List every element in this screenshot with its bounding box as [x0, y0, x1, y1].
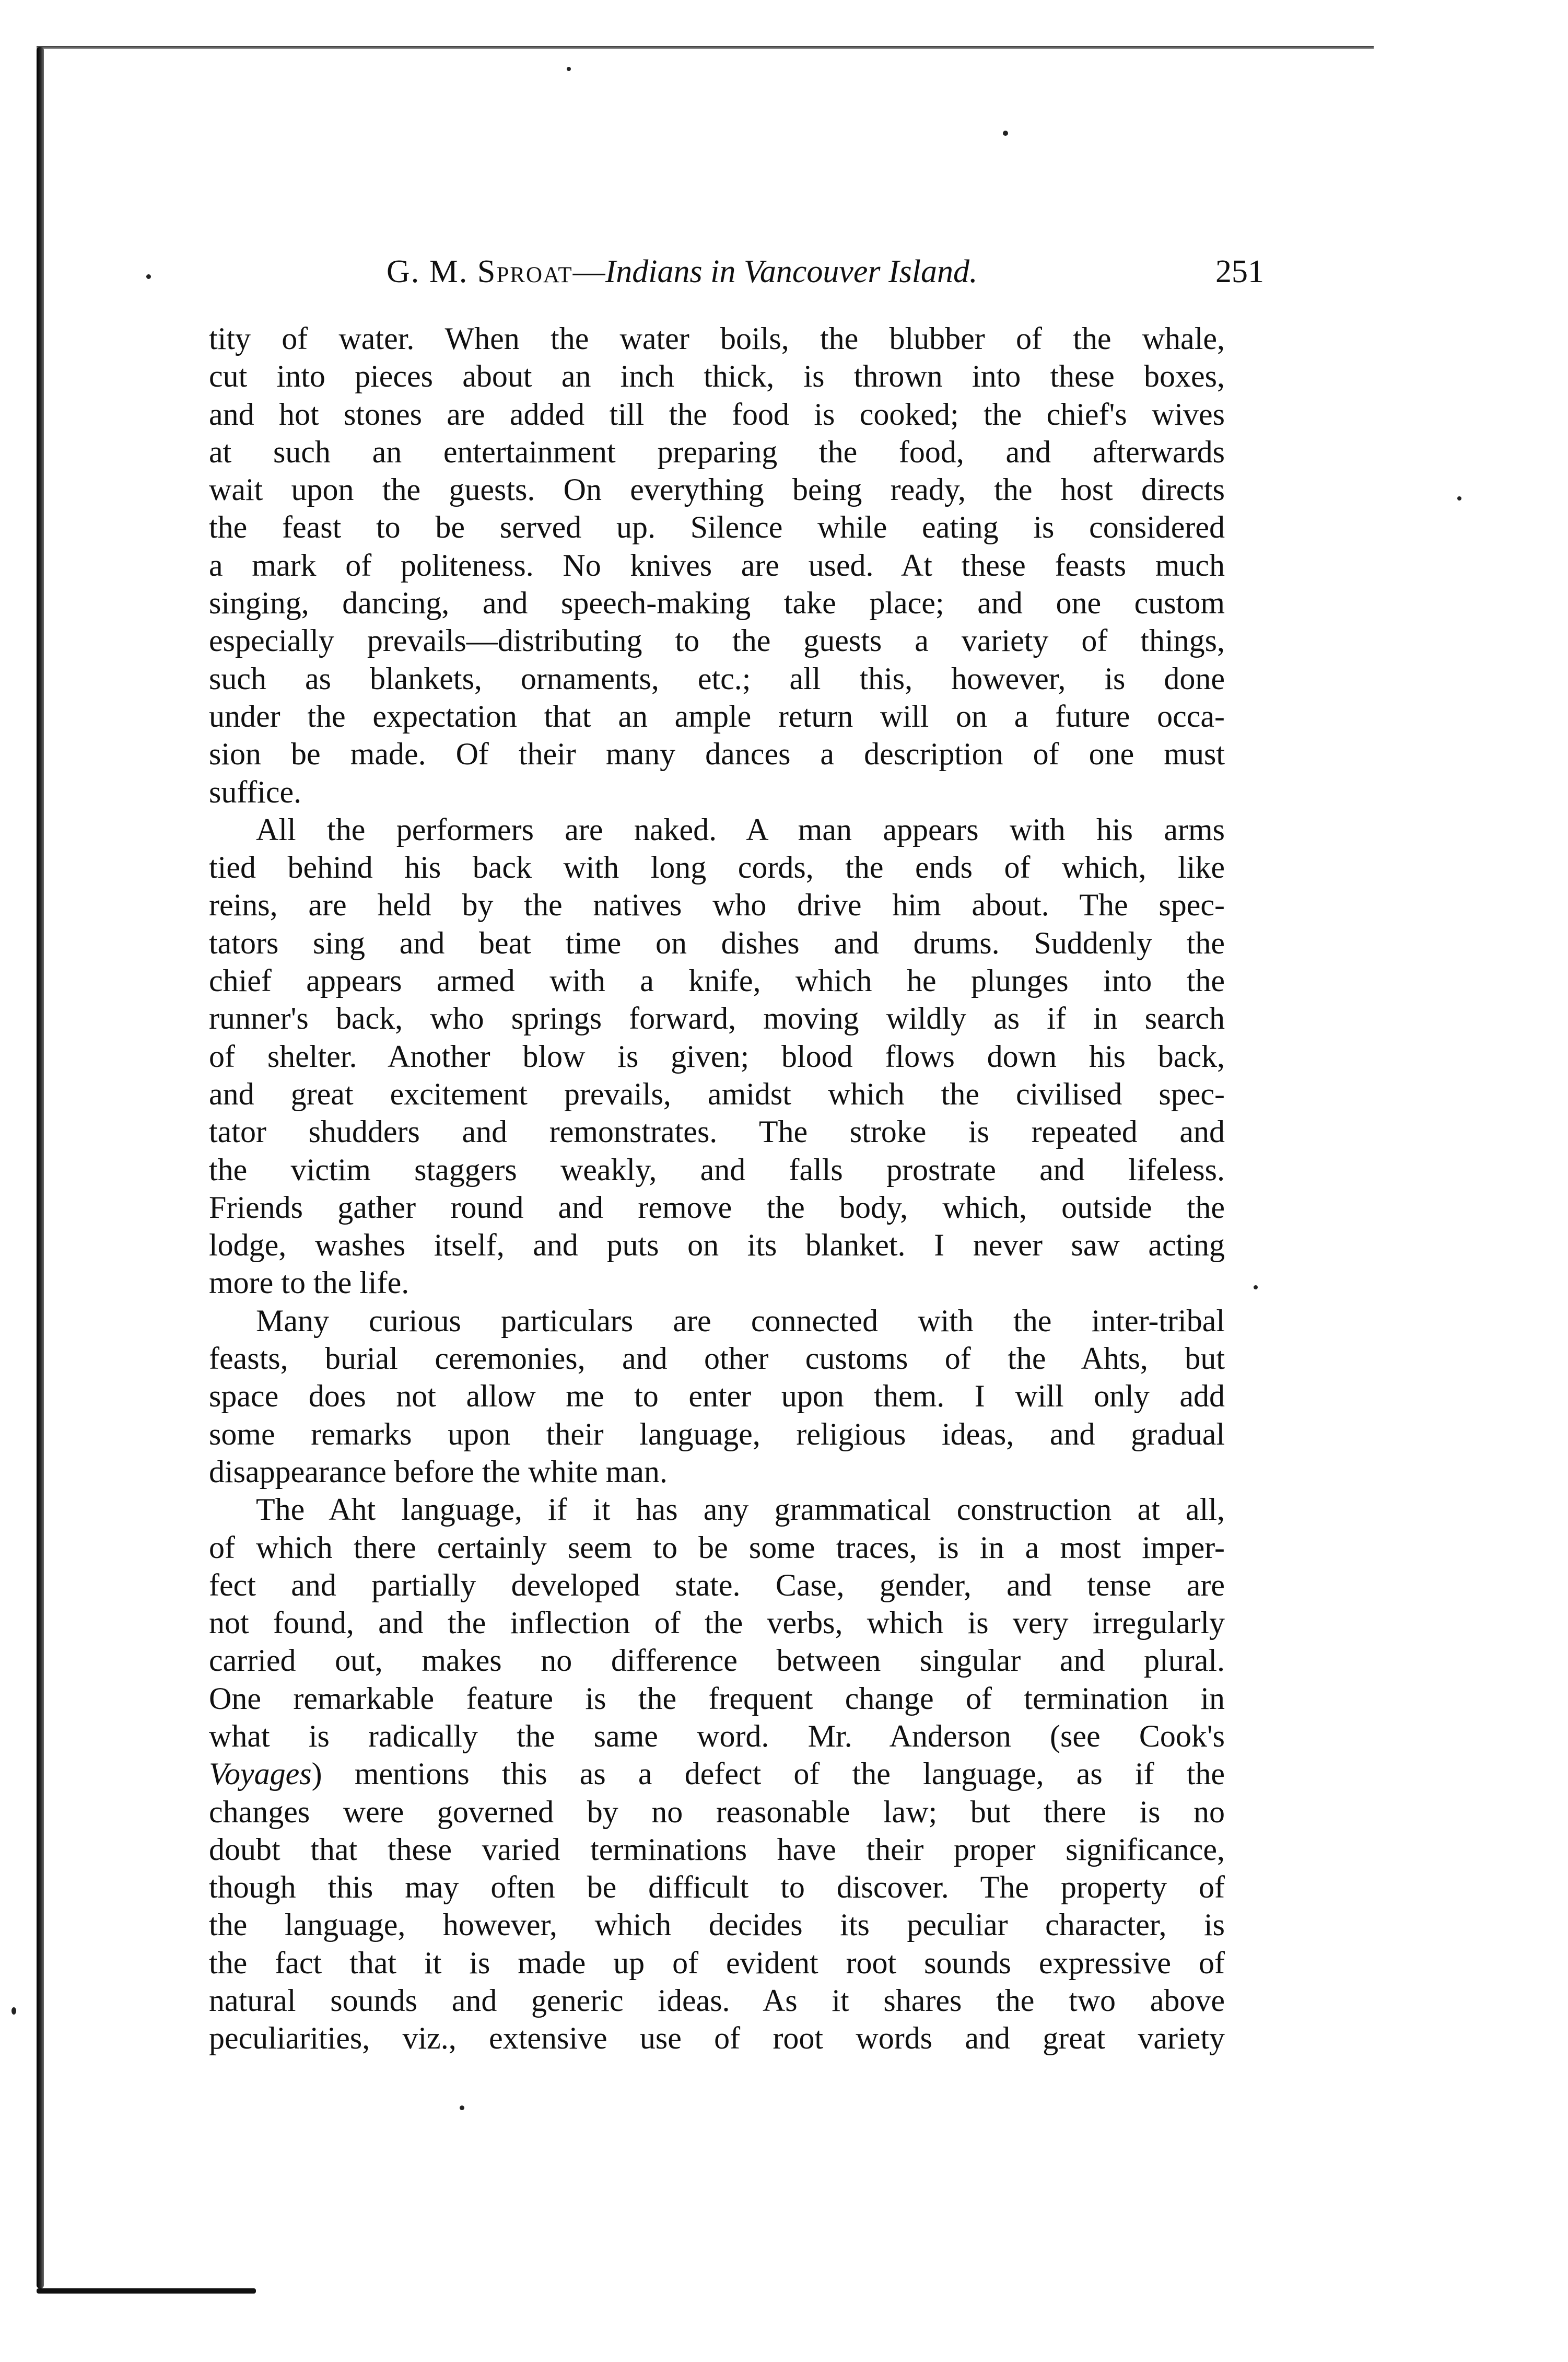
ink-speck — [1457, 496, 1461, 501]
text-line: and great excitement prevails, amidst which the civilised spec- — [209, 1076, 1225, 1111]
text-line: though this may often be difficult to discover. The property of — [209, 1870, 1225, 1905]
paragraph-start: Many curious particulars are connected with the inter-tribal — [256, 1303, 1225, 1338]
body-text — [209, 320, 1225, 2057]
text-line: runner's back, who springs forward, moving wildly as if in search — [209, 1001, 1225, 1036]
text-line: tied behind his back with long cords, the ends of which, like — [209, 850, 1225, 885]
text-line: cut into pieces about an inch thick, is thrown into these boxes, — [209, 359, 1225, 394]
text-line: space does not allow me to enter upon them. I will only add — [209, 1379, 1225, 1414]
text-line: under the expectation that an ample return will on a future occa- — [209, 699, 1225, 734]
text-line: suffice. — [209, 774, 302, 809]
text-line: tator shudders and remonstrates. The stroke is repeated and — [209, 1114, 1225, 1149]
text-line: fect and partially developed state. Case, gender, and tense are — [209, 1567, 1225, 1602]
text-line: natural sounds and generic ideas. As it shares the two above — [209, 1983, 1225, 2018]
text-line: reins, are held by the natives who drive him about. The spec- — [209, 888, 1225, 923]
text-line: at such an entertainment preparing the food, and afterwards — [209, 434, 1225, 469]
ink-speck — [1003, 131, 1008, 136]
text-line: doubt that these varied terminations have their proper significance, — [209, 1832, 1225, 1867]
text-line: singing, dancing, and speech-making take place; and one custom — [209, 586, 1225, 621]
text-line: chief appears armed with a knife, which he plunges into the — [209, 963, 1225, 998]
article-title: Indians in Vancouver Island. — [605, 254, 978, 289]
page-edge-top — [37, 46, 1374, 49]
author-surname: Sproat — [477, 254, 573, 289]
author-initials: G. M. — [387, 254, 477, 289]
text-line: what is radically the same word. Mr. Anderson (see Cook's — [209, 1718, 1225, 1753]
text-line: the fact that it is made up of evident root sounds expressive of — [209, 1945, 1225, 1980]
text-line: a mark of politeness. No knives are used. At these feasts much — [209, 548, 1225, 583]
text-line-with-italic — [209, 1755, 1225, 1793]
text-line: especially prevails—distributing to the guests a variety of things, — [209, 623, 1225, 658]
paragraph-start: The Aht language, if it has any grammatical construction at all, — [256, 1492, 1225, 1527]
text-line: feasts, burial ceremonies, and other customs of the Ahts, but — [209, 1341, 1225, 1376]
text-line: changes were governed by no reasonable law; but there is no — [209, 1794, 1225, 1829]
page-number: 251 — [1215, 254, 1264, 289]
ink-speck — [146, 274, 151, 279]
author-name — [387, 254, 573, 289]
text-line: such as blankets, ornaments, etc.; all this, however, is done — [209, 661, 1225, 696]
text-line: and hot stones are added till the food is cooked; the chief's wives — [209, 397, 1225, 432]
text-line: tity of water. When the water boils, the blubber of the whale, — [209, 321, 1225, 356]
text-line: peculiarities, viz., extensive use of root words and great variety — [209, 2021, 1225, 2056]
ink-speck — [1254, 1285, 1258, 1289]
text-line: disappearance before the white man. — [209, 1454, 668, 1489]
running-head — [387, 251, 1264, 293]
text-line: of shelter. Another blow is given; blood flows down his back, — [209, 1039, 1225, 1074]
text-line: the victim staggers weakly, and falls prostrate and lifeless. — [209, 1152, 1225, 1187]
text-line: the language, however, which decides its peculiar character, is — [209, 1907, 1225, 1942]
paragraph-start: All the performers are naked. A man appears with his arms — [256, 812, 1225, 847]
closing-paren: ) — [311, 1756, 322, 1791]
text-line: sion be made. Of their many dances a description of one must — [209, 737, 1225, 772]
italic-title: Voyages — [209, 1756, 312, 1791]
page-binding-edge — [37, 47, 44, 2288]
header-dash: — — [572, 254, 605, 289]
ink-speck — [567, 67, 571, 71]
text-line: tators sing and beat time on dishes and drums. Suddenly the — [209, 925, 1225, 960]
text-line-rest: mentions this as a defect of the language, as if the — [354, 1756, 1225, 1791]
text-line: wait upon the guests. On everything being ready, the host directs — [209, 472, 1225, 507]
text-line: of which there certainly seem to be some traces, is in a most imper- — [209, 1530, 1225, 1565]
text-line: carried out, makes no difference between singular and plural. — [209, 1643, 1225, 1678]
text-line: more to the life. — [209, 1265, 409, 1300]
ink-speck — [11, 2007, 16, 2015]
text-line: some remarks upon their language, religious ideas, and gradual — [209, 1416, 1225, 1451]
text-line: the feast to be served up. Silence while eating is considered — [209, 510, 1225, 545]
text-line: Friends gather round and remove the body, which, outside the — [209, 1190, 1225, 1225]
ink-speck — [460, 2105, 464, 2110]
text-line: lodge, washes itself, and puts on its blanket. I never saw acting — [209, 1228, 1225, 1263]
page-edge-bottom — [37, 2288, 256, 2294]
text-line: not found, and the inflection of the verbs, which is very irregularly — [209, 1605, 1225, 1640]
text-line: One remarkable feature is the frequent change of termination in — [209, 1681, 1225, 1716]
